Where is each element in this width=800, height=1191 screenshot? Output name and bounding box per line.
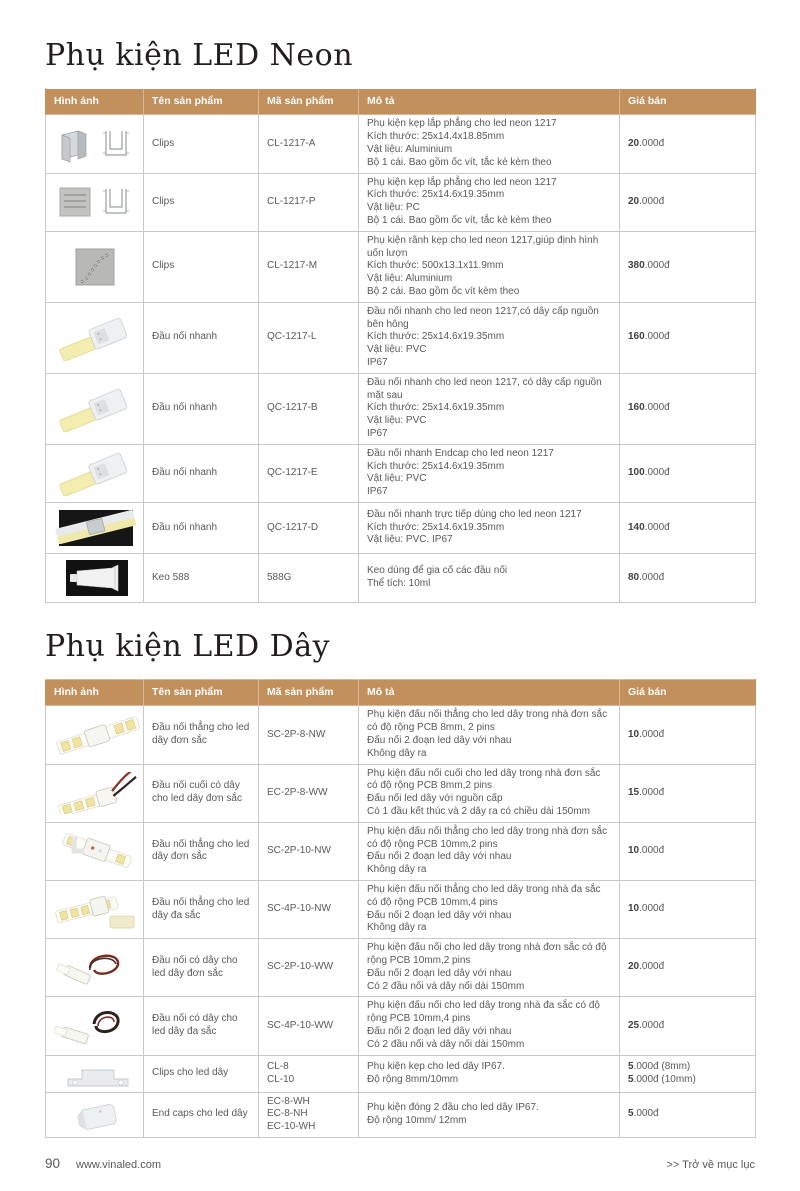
product-price <box>620 1055 756 1092</box>
description-line: Vật liệu: Aluminium <box>367 273 453 285</box>
price-line: 25.000đ <box>628 1019 665 1031</box>
description-line: IP67 <box>367 356 388 368</box>
product-name: Đầu nối nhanh <box>144 502 259 553</box>
price-line: 20.000đ <box>628 961 665 973</box>
price-line: 380.000đ <box>628 260 670 272</box>
product-row <box>46 115 756 173</box>
price-line: 100.000đ <box>628 466 670 478</box>
product-code <box>259 173 359 231</box>
product-row <box>46 1092 756 1137</box>
column-header: Mã sản phẩm <box>259 679 359 705</box>
clip-pc-icon <box>46 173 144 231</box>
product-code <box>259 997 359 1055</box>
table-header-row <box>46 89 756 115</box>
product-code <box>259 373 359 444</box>
product-code <box>259 1055 359 1092</box>
product-code-line: CL-8 <box>267 1060 289 1072</box>
description-line: Kích thước: 25x14.4x18.85mm <box>367 131 505 143</box>
product-code-line: QC-1217-B <box>267 402 318 414</box>
product-row <box>46 939 756 997</box>
product-price <box>620 939 756 997</box>
description-line: Kích thước: 25x14.6x19.35mm <box>367 189 505 201</box>
product-code-line: QC-1217-L <box>267 331 317 343</box>
product-code-line: CL-1217-P <box>267 195 316 207</box>
product-name: Đầu nối cuối có dây cho led dây đơn sắc <box>144 764 259 822</box>
product-description <box>359 373 620 444</box>
product-price <box>620 115 756 173</box>
product-price <box>620 302 756 373</box>
product-name: Đầu nối thẳng cho led dây đơn sắc <box>144 706 259 764</box>
description-line: Đấu nối 2 đoạn led dây với nhau <box>367 851 512 863</box>
product-code <box>259 553 359 602</box>
description-line: Vật liệu: PC <box>367 202 420 214</box>
product-code <box>259 822 359 880</box>
product-price <box>620 997 756 1055</box>
product-row <box>46 822 756 880</box>
description-line: Độ rộng 10mm/ 12mm <box>367 1114 467 1126</box>
strip-connector-wireloop-dark-icon <box>46 997 144 1055</box>
product-price <box>620 706 756 764</box>
product-description <box>359 115 620 173</box>
price-line: 80.000đ <box>628 571 665 583</box>
description-line: Đấu nối 2 đoạn led dây với nhau <box>367 734 512 746</box>
description-line: Đấu nối led dây với nguồn cấp <box>367 793 503 805</box>
price-line: 5.000đ (10mm) <box>628 1073 696 1085</box>
column-header: Mô tả <box>359 679 620 705</box>
product-description <box>359 231 620 302</box>
product-name: Clips <box>144 231 259 302</box>
column-header: Tên sản phẩm <box>144 89 259 115</box>
product-row <box>46 173 756 231</box>
description-line: Phụ kiện rãnh kẹp cho led neon 1217,giúp định hình uốn lượn <box>367 234 599 259</box>
product-description <box>359 502 620 553</box>
product-code <box>259 939 359 997</box>
strip-connector-angle-icon <box>46 822 144 880</box>
description-line: Phụ kiện đấu nối cuối cho led dây trong nhà đơn sắc có độ rộng PCB 8mm,2 pins <box>367 767 601 792</box>
product-code-line: QC-1217-D <box>267 521 319 533</box>
product-price <box>620 231 756 302</box>
product-code-line: SC-4P-10-NW <box>267 903 331 915</box>
product-code-line: SC-2P-10-WW <box>267 961 334 973</box>
product-description <box>359 444 620 502</box>
description-line: Bộ 2 cái. Bao gồm ốc vít kèm theo <box>367 286 520 297</box>
product-row <box>46 302 756 373</box>
product-name: Keo 588 <box>144 553 259 602</box>
product-code <box>259 302 359 373</box>
product-name: Đầu nối nhanh <box>144 444 259 502</box>
price-line: 5.000đ (8mm) <box>628 1060 691 1072</box>
clip-bend-icon <box>46 231 144 302</box>
description-line: Đầu nối nhanh cho led neon 1217,có dây cấp nguồn bên hông <box>367 305 599 330</box>
price-line: 160.000đ <box>628 402 670 414</box>
product-code <box>259 444 359 502</box>
column-header: Mã sản phẩm <box>259 89 359 115</box>
description-line: Có 2 đầu nối và dây nối dài 150mm <box>367 980 525 992</box>
description-line: Phụ kiện đóng 2 đầu cho led dây IP67. <box>367 1101 539 1113</box>
price-line: 10.000đ <box>628 903 665 915</box>
column-header: Mô tả <box>359 89 620 115</box>
column-header: Giá bán <box>620 679 756 705</box>
footer-left <box>45 1156 161 1171</box>
product-description <box>359 822 620 880</box>
description-line: Phụ kiện đấu nối thẳng cho led dây trong nhà đa sắc có độ rộng PCB 10mm,4 pins <box>367 883 601 908</box>
product-name: Clips cho led dây <box>144 1055 259 1092</box>
neon-endcap-icon <box>46 373 144 444</box>
section-led-day <box>45 603 755 1138</box>
description-line: Kích thước: 500x13.1x11.9mm <box>367 260 504 272</box>
description-line: Vật liệu: PVC <box>367 415 427 427</box>
product-price <box>620 822 756 880</box>
description-line: Đấu nối 2 đoạn led dây với nhau <box>367 967 512 979</box>
strip-clip-icon <box>46 1055 144 1092</box>
description-line: Keo dùng để gia cố các đầu nối <box>367 565 508 577</box>
product-code-line: 588G <box>267 571 292 583</box>
price-line: 20.000đ <box>628 137 665 149</box>
product-row <box>46 706 756 764</box>
product-price <box>620 764 756 822</box>
description-line: IP67 <box>367 427 388 439</box>
description-line: Kích thước: 25x14.6x19.35mm <box>367 331 505 343</box>
description-line: IP67 <box>367 486 388 498</box>
description-line: Đầu nối nhanh Endcap cho led neon 1217 <box>367 447 554 459</box>
product-row <box>46 1055 756 1092</box>
page-title-led-neon: Phụ kiện LED Neon <box>45 38 354 73</box>
product-code-line: QC-1217-E <box>267 466 318 478</box>
description-line: Đầu nối nhanh cho led neon 1217, có dây cấp nguồn mặt sau <box>367 376 602 401</box>
description-line: Phụ kiện đấu nối cho led dây trong nhà đơn sắc có độ rộng PCB 10mm,2 pins <box>367 942 607 966</box>
table-header-row <box>46 679 756 705</box>
product-code-line: EC-2P-8-WW <box>267 786 328 798</box>
clip-aluminium-icon <box>46 115 144 173</box>
price-line: 160.000đ <box>628 331 670 343</box>
product-code <box>259 706 359 764</box>
product-name: Đầu nối thẳng cho led dây đa sắc <box>144 880 259 938</box>
description-line: Phụ kiện đấu nối thẳng cho led dây trong nhà đơn sắc có độ rộng PCB 8mm, 2 pins <box>367 709 608 734</box>
product-description <box>359 997 620 1055</box>
product-name: Đầu nối có dây cho led dây đa sắc <box>144 997 259 1055</box>
product-price <box>620 173 756 231</box>
product-name: Clips <box>144 173 259 231</box>
description-line: Có 1 đầu kết thúc và 2 dây ra có chiều dài 150mm <box>367 805 590 817</box>
product-description <box>359 173 620 231</box>
glue-tube-icon <box>46 553 144 602</box>
strip-connector-straight-icon <box>46 706 144 764</box>
product-code <box>259 1092 359 1137</box>
description-line: Đấu nối 2 đoạn led dây với nhau <box>367 909 512 921</box>
product-name: Đầu nối nhanh <box>144 302 259 373</box>
product-price <box>620 880 756 938</box>
product-code <box>259 502 359 553</box>
column-header: Tên sản phẩm <box>144 679 259 705</box>
product-price <box>620 1092 756 1137</box>
price-line: 15.000đ <box>628 786 665 798</box>
product-row <box>46 553 756 602</box>
description-line: Đấu nối 2 đoạn led dây với nhau <box>367 1025 512 1037</box>
product-code-line: CL-1217-M <box>267 260 318 272</box>
description-line: Phụ kiện đấu nối thẳng cho led dây trong nhà đơn sắc có độ rộng PCB 10mm,2 pins <box>367 825 608 850</box>
back-to-toc-link[interactable]: >> Trở về mục lục <box>666 1158 755 1171</box>
product-description <box>359 764 620 822</box>
price-line: 10.000đ <box>628 728 665 740</box>
description-line: Phụ kiện kẹp lắp phẳng cho led neon 1217 <box>367 176 557 188</box>
description-line: Đầu nối nhanh trực tiếp dùng cho led neon 1217 <box>367 508 582 520</box>
product-name: Clips <box>144 115 259 173</box>
description-line: Không dây ra <box>367 922 427 934</box>
strip-endcap-icon <box>46 1092 144 1137</box>
price-line: 5.000đ <box>628 1108 659 1120</box>
product-row <box>46 880 756 938</box>
description-line: Kích thước: 25x14.6x19.35mm <box>367 402 505 414</box>
product-code <box>259 231 359 302</box>
product-code-line: CL-1217-A <box>267 137 316 149</box>
product-price <box>620 502 756 553</box>
product-row <box>46 997 756 1055</box>
page-number: 90 <box>45 1155 61 1171</box>
page-title-led-day: Phụ kiện LED Dây <box>45 628 331 664</box>
description-line: Phụ kiện kẹp cho led dây IP67. <box>367 1060 505 1072</box>
product-name: Đầu nối nhanh <box>144 373 259 444</box>
strip-connector-4p-icon <box>46 880 144 938</box>
products-table-led-neon <box>45 88 756 603</box>
product-code-line: EC-8-NH <box>267 1108 308 1120</box>
column-header: Hình ảnh <box>46 679 144 705</box>
product-code <box>259 764 359 822</box>
description-line: Không dây ra <box>367 747 427 759</box>
product-description <box>359 939 620 997</box>
product-description <box>359 553 620 602</box>
product-name: End caps cho led dây <box>144 1092 259 1137</box>
column-header: Hình ảnh <box>46 89 144 115</box>
product-description <box>359 706 620 764</box>
products-table-led-day <box>45 679 756 1138</box>
product-code-line: SC-2P-8-NW <box>267 728 326 740</box>
product-description <box>359 880 620 938</box>
product-price <box>620 444 756 502</box>
description-line: Phụ kiện kẹp lắp phẳng cho led neon 1217 <box>367 118 557 130</box>
product-row <box>46 502 756 553</box>
neon-direct-icon <box>46 502 144 553</box>
section-led-neon <box>45 28 755 603</box>
product-code-line: CL-10 <box>267 1073 295 1085</box>
product-code <box>259 880 359 938</box>
description-line: Bộ 1 cái. Bao gồm ốc vít, tắc kè kèm theo <box>367 156 552 168</box>
description-line: Vật liệu: PVC <box>367 473 427 485</box>
product-description <box>359 1055 620 1092</box>
price-line: 20.000đ <box>628 195 665 207</box>
product-name: Đầu nối có dây cho led dây đơn sắc <box>144 939 259 997</box>
description-line: Vật liệu: PVC <box>367 344 427 356</box>
description-line: Kích thước: 25x14.6x19.35mm <box>367 521 505 533</box>
product-name: Đầu nối thẳng cho led dây đơn sắc <box>144 822 259 880</box>
description-line: Độ rộng 8mm/10mm <box>367 1073 459 1085</box>
strip-connector-wireloop-icon <box>46 939 144 997</box>
description-line: Bộ 1 cái. Bao gồm ốc vít, tắc kè kèm theo <box>367 215 552 227</box>
description-line: Không dây ra <box>367 864 427 876</box>
price-line: 140.000đ <box>628 521 670 533</box>
product-code <box>259 115 359 173</box>
description-line: Có 2 đầu nối và dây nối dài 150mm <box>367 1038 525 1050</box>
product-row <box>46 764 756 822</box>
description-line: Kích thước: 25x14.6x19.35mm <box>367 460 505 472</box>
neon-endcap-icon <box>46 302 144 373</box>
website-link[interactable]: www.vinaled.com <box>76 1158 162 1171</box>
description-line: Phụ kiện đấu nối cho led dây trong nhà đa sắc có độ rộng PCB 10mm,4 pins <box>367 1000 600 1025</box>
product-row <box>46 373 756 444</box>
product-row <box>46 231 756 302</box>
product-price <box>620 373 756 444</box>
description-line: Vật liệu: Aluminium <box>367 144 453 156</box>
product-code-line: SC-2P-10-NW <box>267 844 331 856</box>
product-code-line: EC-8-WH <box>267 1095 310 1107</box>
product-description <box>359 1092 620 1137</box>
neon-endcap-icon <box>46 444 144 502</box>
strip-connector-endwire-icon <box>46 764 144 822</box>
product-code-line: EC-10-WH <box>267 1121 316 1133</box>
description-line: Thể tích: 10ml <box>367 577 431 589</box>
column-header: Giá bán <box>620 89 756 115</box>
product-row <box>46 444 756 502</box>
page-footer <box>45 1138 755 1171</box>
description-line: Vật liệu: PVC. IP67 <box>367 534 453 546</box>
product-code-line: SC-4P-10-WW <box>267 1019 334 1031</box>
product-price <box>620 553 756 602</box>
price-line: 10.000đ <box>628 844 665 856</box>
product-description <box>359 302 620 373</box>
